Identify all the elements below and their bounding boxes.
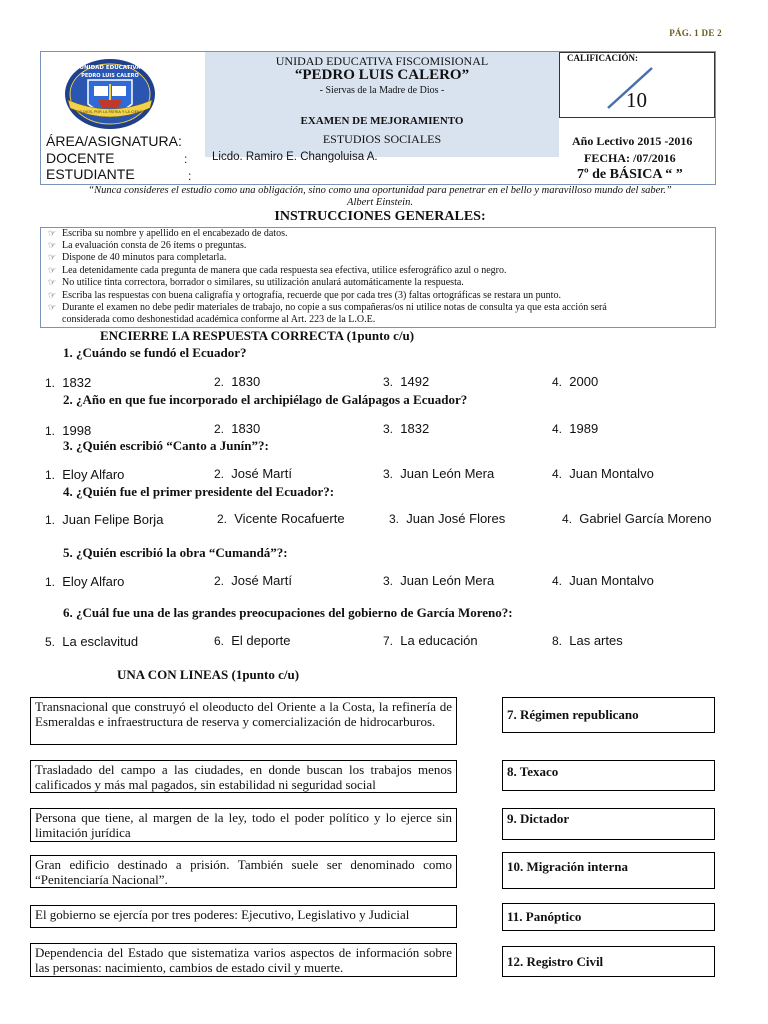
hand-pointer-icon: ☞ — [48, 253, 57, 263]
definition-box: Trasladado del campo a las ciudades, en donde buscan los trabajos menos calificados y más mal pagados, sin estabilidad ni seguridad social — [30, 760, 457, 793]
estudiante-colon: : — [188, 169, 192, 183]
hand-pointer-icon: ☞ — [48, 229, 57, 239]
option[interactable]: 4. 1989 — [552, 421, 599, 436]
exam-title: EXAMEN DE MEJORAMIENTO — [300, 115, 464, 127]
instructions-title: INSTRUCCIONES GENERALES: — [274, 209, 486, 224]
hand-pointer-icon: ☞ — [48, 266, 57, 276]
option[interactable]: 3. Juan León Mera — [383, 466, 495, 481]
question-6: 6. ¿Cuál fue una de las grandes preocupaciones del gobierno de García Moreno?: — [63, 605, 513, 620]
hand-pointer-icon: ☞ — [48, 303, 57, 313]
definition-box: Transnacional que construyó el oleoducto del Oriente a la Costa, la refinería de Esmeraldas e infraestructura de reserva y comercialización de hidrocarburos. — [30, 697, 457, 745]
school-type: UNIDAD EDUCATIVA FISCOMISIONAL — [275, 54, 489, 68]
option[interactable]: 3. 1832 — [383, 421, 430, 436]
option[interactable]: 2. 1830 — [214, 374, 261, 389]
definition-box: Gran edificio destinado a prisión. También suele ser denominado como “Penitenciaría Nacional”. — [30, 855, 457, 888]
option[interactable]: 4. Gabriel García Moreno — [562, 511, 712, 526]
grade-level: 7º de BÁSICA “ ” — [577, 167, 683, 182]
question-5: 5. ¿Quién escribió la obra “Cumandá”?: — [63, 545, 288, 560]
quote: “Nunca consideres el estudio como una obligación, sino como una oportunidad para penetrar en el bello y maravilloso mundo del saber.” — [88, 185, 672, 196]
question-1: 1. ¿Cuándo se fundó el Ecuador? — [63, 345, 247, 360]
instruction-item: ☞ Lea detenidamente cada pregunta de manera que cada respuesta sea efectiva, utilice esferográfico azul o negro. — [48, 265, 507, 276]
answer-box[interactable]: 8. Texaco — [502, 760, 715, 791]
option[interactable]: 3. 1492 — [383, 374, 430, 389]
option[interactable]: 5. La esclavitud — [45, 634, 139, 649]
option[interactable]: 4. 2000 — [552, 374, 599, 389]
question-4: 4. ¿Quién fue el primer presidente del Ecuador?: — [63, 484, 335, 499]
docente-name: Licdo. Ramiro E. Changoluisa A. — [212, 151, 378, 163]
option[interactable]: 1. Eloy Alfaro — [45, 574, 125, 589]
definition-box: El gobierno se ejercía por tres poderes: Ejecutivo, Legislativo y Judicial — [30, 905, 457, 928]
option[interactable]: 3. Juan José Flores — [389, 511, 506, 526]
docente-label: DOCENTE — [46, 150, 115, 166]
hand-pointer-icon: ☞ — [48, 241, 57, 251]
option[interactable]: 7. La educación — [383, 633, 478, 648]
grade-label: CALIFICACIÓN: — [567, 53, 639, 63]
instruction-item: ☞ Durante el examen no debe pedir materiales de trabajo, no copie a sus compañeras/os ni utilice notas de consulta ya que esta acción será — [48, 302, 607, 313]
exam-subject: ESTUDIOS SOCIALES — [322, 132, 442, 146]
answer-box[interactable]: 12. Registro Civil — [502, 946, 715, 977]
answer-box[interactable]: 7. Régimen republicano — [502, 697, 715, 733]
logo-bottom-text: POR DIOS, POR LA PATRIA Y LA CIENCIA — [74, 110, 146, 114]
hand-pointer-icon: ☞ — [48, 291, 57, 301]
option[interactable]: 2. 1830 — [214, 421, 261, 436]
answer-box[interactable]: 11. Panóptico — [502, 903, 715, 931]
section2-title: UNA CON LINEAS (1punto c/u) — [117, 667, 300, 682]
school-logo — [60, 56, 160, 132]
definition-box: Dependencia del Estado que sistematiza varios aspectos de información sobre las personas: nacimiento, cambios de estado civil y muerte. — [30, 943, 457, 977]
answer-box[interactable]: 10. Migración interna — [502, 852, 715, 889]
answer-box[interactable]: 9. Dictador — [502, 808, 715, 840]
option[interactable]: 2. José Martí — [214, 573, 292, 588]
definition-box: Persona que tiene, al margen de la ley, todo el poder político y lo ejerce sin limitación jurídica — [30, 808, 457, 842]
instruction-item: considerada como deshonestidad académica conforme al Art. 223 de la L.O.E. — [62, 314, 376, 325]
option[interactable]: 3. Juan León Mera — [383, 573, 495, 588]
school-motto: - Siervas de la Madre de Dios - — [319, 85, 445, 96]
school-name: “PEDRO LUIS CALERO” — [294, 67, 470, 83]
area-label: ÁREA/ASIGNATURA: — [46, 133, 182, 149]
instruction-item: ☞ Escriba las respuestas con buena caligrafía y ortografía, recuerde que por cada tres (3) faltas ortográficas se restara un punto. — [48, 290, 561, 301]
quote-author: Albert Einstein. — [347, 197, 413, 208]
option[interactable]: 1. Eloy Alfaro — [45, 467, 125, 482]
option[interactable]: 2. Vicente Rocafuerte — [217, 511, 345, 526]
option[interactable]: 6. El deporte — [214, 633, 291, 648]
instruction-item: ☞ Escriba su nombre y apellido en el encabezado de datos. — [48, 228, 288, 239]
option[interactable]: 4. Juan Montalvo — [552, 573, 654, 588]
page-number: PÁG. 1 DE 2 — [669, 28, 722, 38]
school-year: Año Lectivo 2015 -2016 — [572, 134, 693, 148]
docente-colon: : — [184, 152, 188, 166]
option[interactable]: 8. Las artes — [552, 633, 623, 648]
exam-date: FECHA: /07/2016 — [584, 151, 676, 165]
logo-band-text: PEDRO LUIS CALERO — [81, 73, 139, 79]
option[interactable]: 2. José Martí — [214, 466, 292, 481]
option[interactable]: 1. 1998 — [45, 423, 92, 438]
instruction-item: ☞ La evaluación consta de 26 ítems o preguntas. — [48, 240, 247, 251]
question-2: 2. ¿Año en que fue incorporado el archipiélago de Galápagos a Ecuador? — [63, 392, 468, 407]
grade-value: 10 — [626, 88, 647, 112]
option[interactable]: 1. Juan Felipe Borja — [45, 512, 164, 527]
instruction-item: ☞ No utilice tinta correctora, borrador o similares, su utilización anulará automáticamente la respuesta. — [48, 277, 464, 288]
logo-top-text: UNIDAD EDUCATIVA — [79, 65, 141, 71]
hand-pointer-icon: ☞ — [48, 278, 57, 288]
option[interactable]: 1. 1832 — [45, 375, 92, 390]
question-3: 3. ¿Quién escribió “Canto a Junín”?: — [63, 438, 269, 453]
section1-title: ENCIERRE LA RESPUESTA CORRECTA (1punto c/u) — [100, 328, 415, 343]
instruction-item: ☞ Dispone de 40 minutos para completarla. — [48, 252, 227, 263]
estudiante-label: ESTUDIANTE — [46, 166, 135, 182]
option[interactable]: 4. Juan Montalvo — [552, 466, 654, 481]
